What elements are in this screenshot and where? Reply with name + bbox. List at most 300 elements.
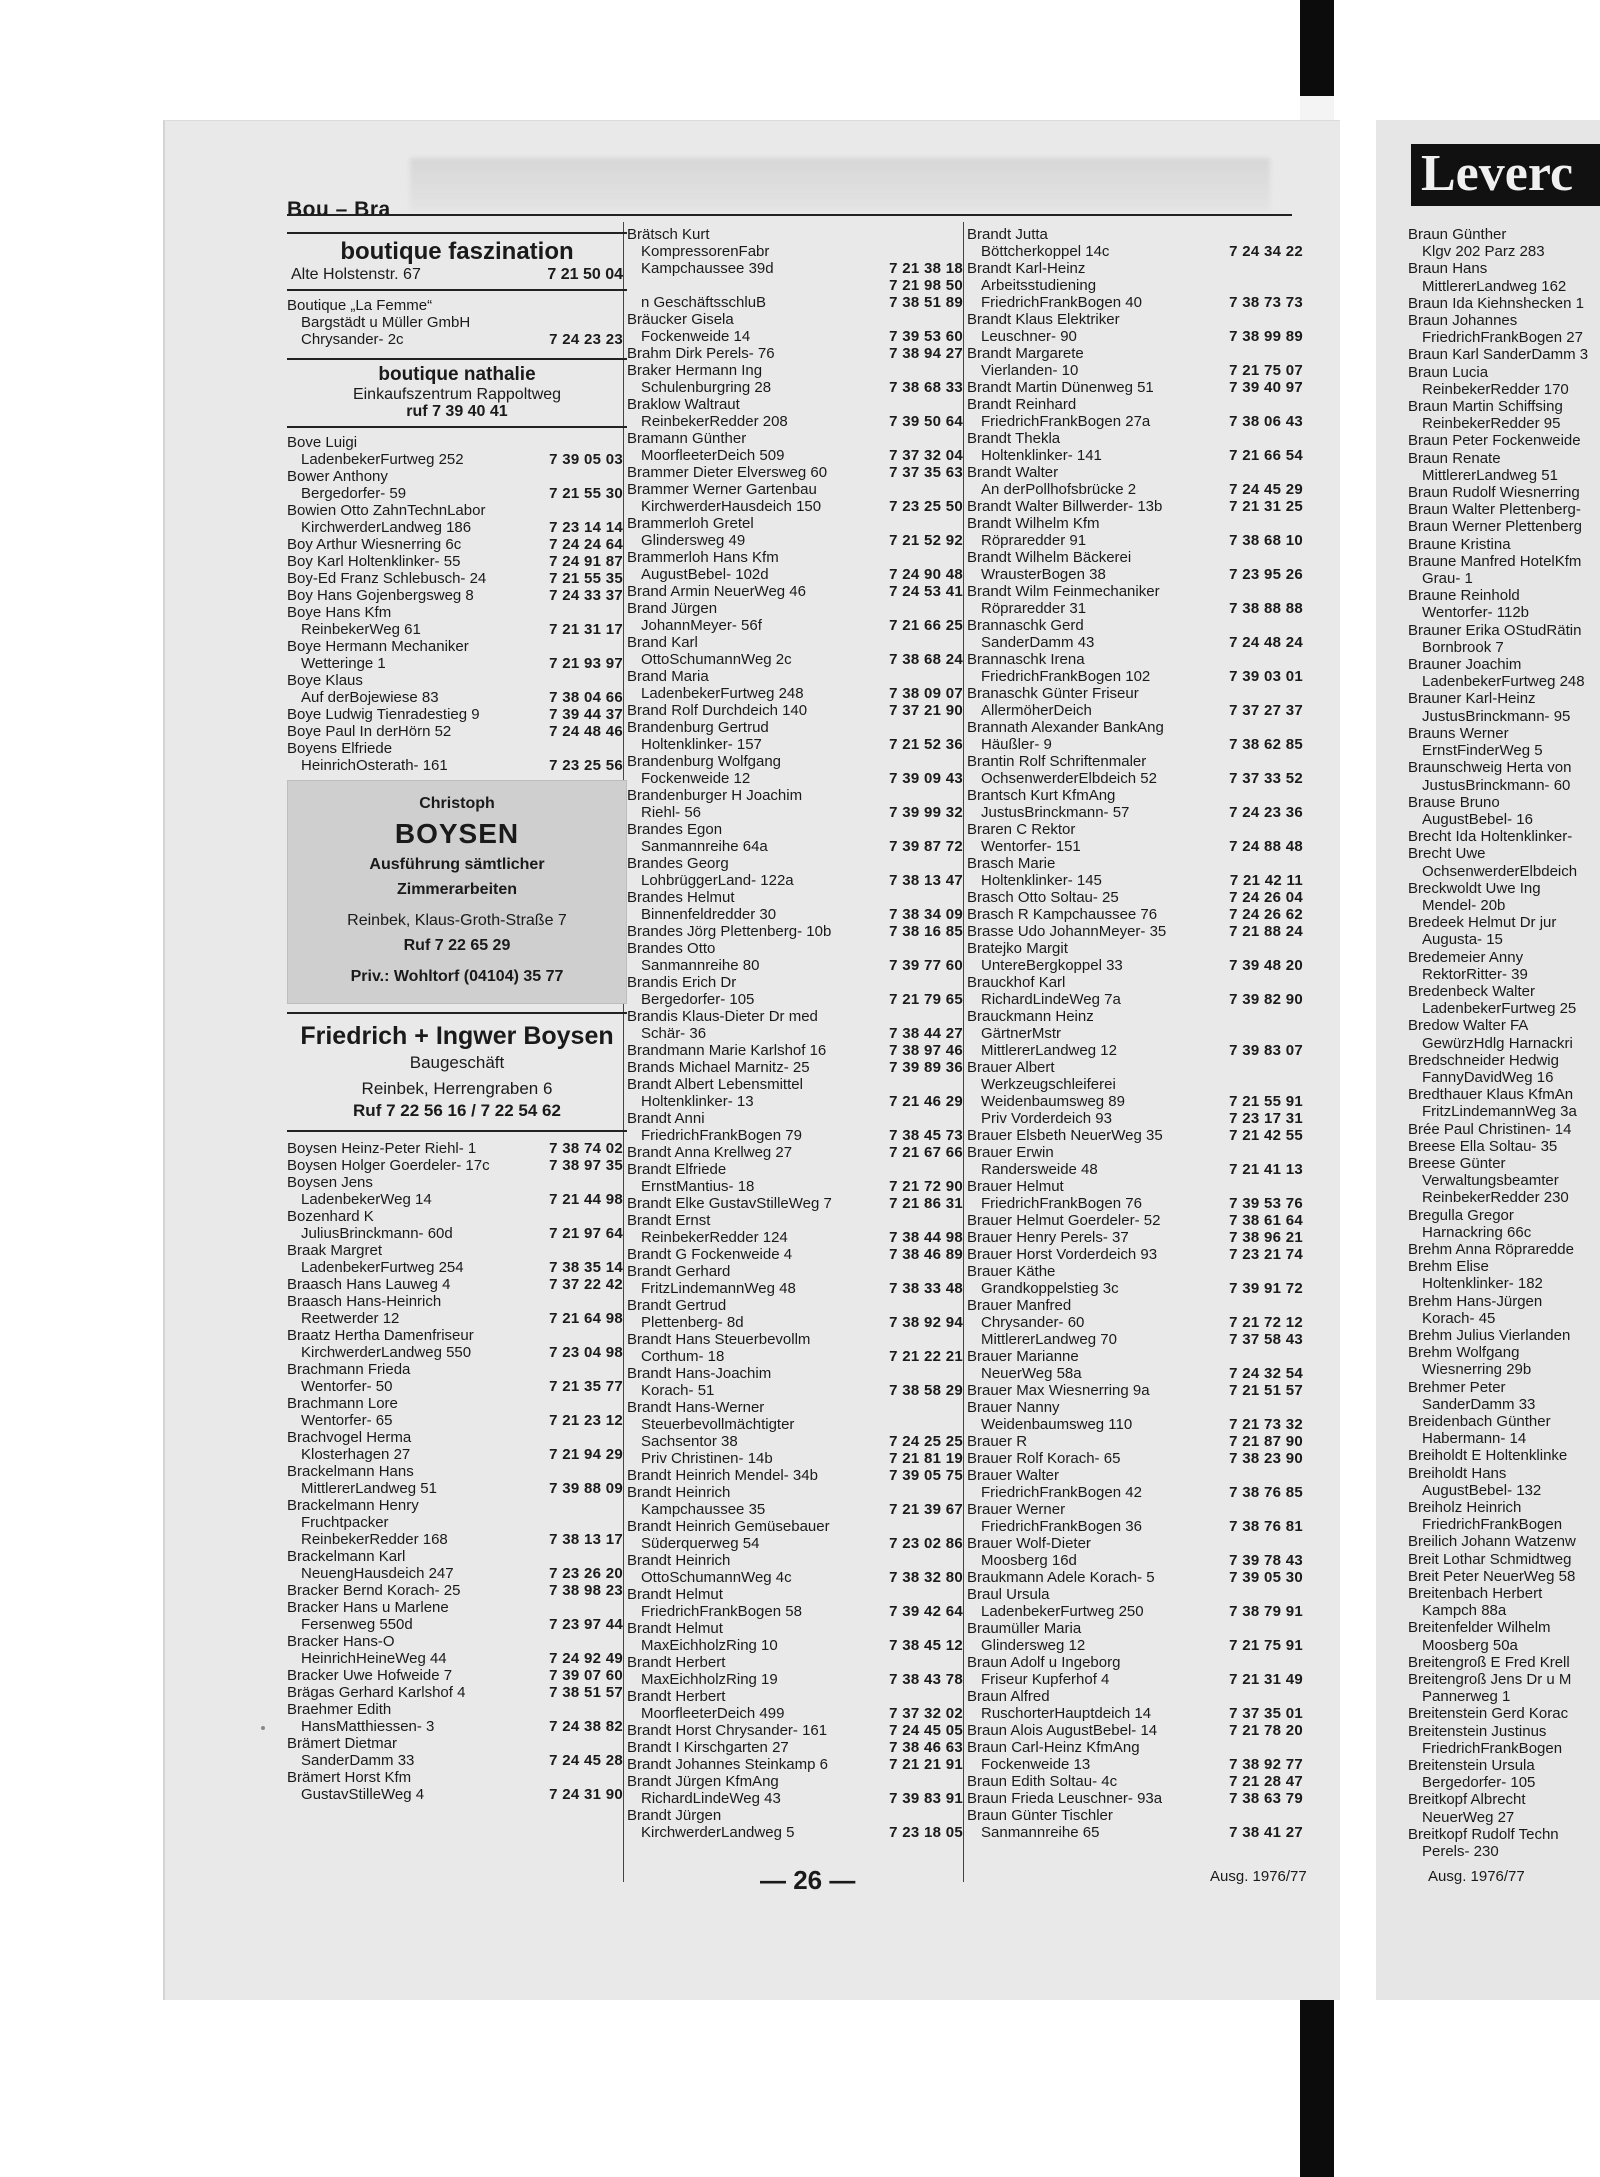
listing-entry (627, 940, 967, 974)
entry-detail: ReinbekerRedder 95 (1422, 415, 1561, 433)
entry-phone: 7 38 51 89 (889, 294, 963, 311)
listing-entry (967, 617, 1307, 651)
listing-entry (967, 1246, 1307, 1263)
entry-phone: 7 21 42 11 (1229, 872, 1303, 889)
entry-phone: 7 38 96 21 (1229, 1229, 1303, 1246)
entry-name: Brachvogel Herma (287, 1429, 412, 1446)
entry-detail: Corthum- 18 (641, 1348, 725, 1365)
entry-name: Brauner Karl-Heinz (1408, 690, 1536, 708)
listing-entry (627, 634, 967, 668)
entry-name: Braukmann Adele Korach- 5 (967, 1569, 1155, 1586)
listing-entry (627, 1722, 967, 1739)
listing-entry (287, 604, 627, 638)
entry-detail: ReinbekerRedder 124 (641, 1229, 788, 1246)
entry-phone: 7 38 32 80 (889, 1569, 963, 1586)
listing-entry (287, 1395, 627, 1429)
entry-phone: 7 39 82 90 (1229, 991, 1303, 1008)
entry-name: Brandt Albert Lebensmittel (627, 1076, 803, 1093)
entry-phone: 7 39 88 09 (549, 1480, 623, 1497)
entry-detail: MittlererLandweg 162 (1422, 277, 1567, 295)
entry-detail: Sachsentor 38 (641, 1433, 738, 1450)
entry-detail: LadenbekerFurtweg 248 (1422, 673, 1585, 691)
entry-phone: 7 38 13 17 (549, 1531, 623, 1548)
listing-entry (1408, 1138, 1600, 1155)
entry-detail: Wentorfer- 151 (981, 838, 1081, 855)
entry-name: Brandt Anni (627, 1110, 705, 1127)
entry-detail: Holtenklinker- 141 (981, 447, 1102, 464)
entry-name: Brandt Hans-Joachim (627, 1365, 772, 1382)
listing-entry (1408, 295, 1600, 312)
entry-detail: AugustBebel- 102d (641, 566, 769, 583)
entry-name: Breitenbach Herbert (1408, 1585, 1543, 1603)
entry-phone: 7 21 35 77 (549, 1378, 623, 1395)
listing-entry (967, 1178, 1307, 1212)
listing-entry (1408, 1327, 1600, 1344)
entry-detail: Schär- 36 (641, 1025, 707, 1042)
entry-detail: OttoSchumannWeg 2c (641, 651, 792, 668)
entry-phone: 7 24 26 04 (1229, 889, 1303, 906)
entry-name: Braun Alfred (967, 1688, 1050, 1705)
entry-name: Brandt Elke GustavStilleWeg 7 (627, 1195, 832, 1212)
entry-phone: 7 23 17 31 (1229, 1110, 1303, 1127)
entry-detail: Glindersweg 49 (641, 532, 746, 549)
listing-entry (627, 1773, 967, 1807)
listing-entry (627, 923, 967, 940)
entry-detail: HeinrichOsterath- 161 (301, 757, 448, 774)
entry-phone: 7 21 97 64 (549, 1225, 623, 1242)
entry-detail: Klosterhagen 27 (301, 1446, 411, 1463)
listing-entry (1408, 1293, 1600, 1327)
listing-entry (627, 1246, 967, 1263)
listing-entry (967, 821, 1307, 855)
ad-phone: ruf 7 39 40 41 (406, 403, 508, 420)
entry-detail: Fersenweg 550d (301, 1616, 413, 1633)
entry-phone: 7 39 77 60 (889, 957, 963, 974)
entry-name: Brannath Alexander BankAng (967, 719, 1164, 736)
entry-detail: Bornbrook 7 (1422, 638, 1504, 656)
entry-detail: JustusBrinckmann- 57 (981, 804, 1130, 821)
entry-name: Brandmann Marie Karlshof 16 (627, 1042, 827, 1059)
entry-name: Breitenfelder Wilhelm (1408, 1619, 1551, 1637)
entry-phone: 7 21 73 32 (1229, 1416, 1303, 1433)
entry-detail: Arbeitsstudiening (981, 277, 1097, 294)
entry-phone: 7 38 63 79 (1229, 1790, 1303, 1807)
listing-entry (967, 855, 1307, 889)
listing-entry (967, 889, 1307, 906)
listing-entry (967, 1127, 1307, 1144)
entry-detail: FriedrichFrankBogen 79 (641, 1127, 802, 1144)
entry-phone: 7 21 42 55 (1229, 1127, 1303, 1144)
entry-detail: An derPollhofsbrücke 2 (981, 481, 1137, 498)
entry-phone: 7 39 40 97 (1229, 379, 1303, 396)
listing-entry (627, 974, 967, 1008)
listing-entry (627, 396, 967, 430)
listing-entry (627, 1484, 967, 1518)
listing-entry (967, 1382, 1307, 1399)
entry-name: Brandt Thekla (967, 430, 1061, 447)
entry-phone: 7 23 02 86 (889, 1535, 963, 1552)
entry-detail: KirchwerderLandweg 186 (301, 519, 472, 536)
entry-name: Brandt Wilm Feinmechaniker (967, 583, 1160, 600)
listing-entry (1408, 501, 1600, 518)
entry-name: Breitenstein Ursula (1408, 1757, 1535, 1775)
entry-phone: 7 21 86 31 (889, 1195, 963, 1212)
listing-entry (627, 464, 967, 481)
entry-detail: Priv Christinen- 14b (641, 1450, 773, 1467)
listing-entry (967, 974, 1307, 1008)
entry-name: Breese Günter (1408, 1154, 1506, 1172)
entry-detail: LadenbekerFurtweg 25 (1422, 1000, 1577, 1018)
entry-detail: Kampchaussee 39d (641, 260, 774, 277)
entry-name: Brand Rolf Durchdeich 140 (627, 702, 808, 719)
entry-detail: Bergedorfer- 59 (301, 485, 407, 502)
listing-entry (967, 787, 1307, 821)
entry-detail: MoorfleeterDeich 509 (641, 447, 785, 464)
entry-name: Boy Hans Gojenbergsweg 8 (287, 587, 474, 604)
entry-phone: 7 24 34 22 (1229, 243, 1303, 260)
entry-name: Boysen Holger Goerdeler- 17c (287, 1157, 490, 1174)
entry-detail: JohannMeyer- 56f (641, 617, 762, 634)
entry-detail: n GeschäftsschluB (641, 294, 767, 311)
listing-entry (967, 1263, 1307, 1297)
listing-entry (967, 1348, 1307, 1382)
entry-phone: 7 38 43 78 (889, 1671, 963, 1688)
entry-phone: 7 38 46 63 (889, 1739, 963, 1756)
entry-phone: 7 21 81 19 (889, 1450, 963, 1467)
entry-detail: LadenbekerFurtweg 250 (981, 1603, 1144, 1620)
entry-detail: JuliusBrinckmann- 60d (301, 1225, 453, 1242)
ad-phone: Ruf 7 22 56 16 / 7 22 54 62 (353, 1101, 561, 1120)
listing-entry (627, 600, 967, 634)
listing-entry (627, 1586, 967, 1620)
entry-phone: 7 37 32 02 (889, 1705, 963, 1722)
entry-name: Boy Arthur Wiesnerring 6c (287, 536, 462, 553)
listing-entry (1408, 1499, 1600, 1533)
entry-name: Brandis Erich Dr (627, 974, 737, 991)
entry-phone: 7 37 35 63 (889, 464, 963, 481)
entry-name: Brauer Horst Vorderdeich 93 (967, 1246, 1158, 1263)
entry-detail: NeuengHausdeich 247 (301, 1565, 454, 1582)
entry-phone: 7 24 48 46 (549, 723, 623, 740)
entry-detail: Bergedorfer- 105 (641, 991, 755, 1008)
entry-phone: 7 38 73 73 (1229, 294, 1303, 311)
listing-entry (627, 889, 967, 923)
listing-entry (627, 1688, 967, 1722)
entry-name: Braun Ida Kiehnshecken 1 (1408, 294, 1584, 312)
entry-phone: 7 38 94 27 (889, 345, 963, 362)
entry-detail: FriedrichFrankBogen 42 (981, 1484, 1142, 1501)
entry-detail: FriedrichFrankBogen 102 (981, 668, 1151, 685)
entry-name: Braune Reinhold (1408, 587, 1520, 605)
entry-name: Braun Karl SanderDamm 3 (1408, 346, 1589, 364)
listing-entry (1408, 226, 1600, 260)
entry-phone: 7 24 45 28 (549, 1752, 623, 1769)
listing-entry (627, 430, 967, 464)
entry-detail: Glindersweg 12 (981, 1637, 1086, 1654)
entry-detail: FriedrichFrankBogen 40 (981, 294, 1142, 311)
entry-detail: Steuerbevollmächtigter (641, 1416, 795, 1433)
listing-entry (627, 345, 967, 362)
entry-phone: 7 21 94 29 (549, 1446, 623, 1463)
listing-entry (1408, 828, 1600, 845)
entry-name: Bregulla Gregor (1408, 1206, 1514, 1224)
entry-name: Brandt Ernst (627, 1212, 711, 1229)
entry-name: Brandt Heinrich (627, 1552, 731, 1569)
entry-detail: MittlererLandweg 51 (301, 1480, 437, 1497)
entry-name: Brandt Gertrud (627, 1297, 727, 1314)
entry-name: Braumüller Maria (967, 1620, 1082, 1637)
listing-entry (967, 1654, 1307, 1688)
entry-name: Brandt Gerhard (627, 1263, 731, 1280)
entry-name: Bracker Uwe Hofweide 7 (287, 1667, 453, 1684)
ad-boutique-faszination (287, 232, 627, 291)
entry-detail: Grau- 1 (1422, 570, 1473, 588)
entry-detail: FriedrichFrankBogen (1422, 1739, 1563, 1757)
entry-phone: 7 39 89 36 (889, 1059, 963, 1076)
listing-entry (967, 1535, 1307, 1569)
listing-entry (967, 1773, 1307, 1790)
listing-entry (627, 311, 967, 345)
entry-phone: 7 21 21 91 (889, 1756, 963, 1773)
entry-phone: 7 39 87 72 (889, 838, 963, 855)
entry-phone: 7 21 55 91 (1229, 1093, 1303, 1110)
listing-entry (967, 719, 1307, 753)
listing-entry (1408, 553, 1600, 587)
entry-name: Brasse Udo JohannMeyer- 35 (967, 923, 1167, 940)
listing-entry (1408, 1413, 1600, 1447)
entry-name: Breitengroß Jens Dr u M (1408, 1671, 1572, 1689)
entry-name: Braune Kristina (1408, 535, 1511, 553)
ad-phone: Ruf 7 22 65 29 (403, 937, 511, 954)
entry-phone: 7 39 03 01 (1229, 668, 1303, 685)
entry-name: Brehm Anna Röpraredde (1408, 1240, 1574, 1258)
listing-entry (967, 1212, 1307, 1229)
ad-title: Friedrich + Ingwer Boysen (300, 1022, 614, 1050)
ad-line: Einkaufszentrum Rappoltweg (352, 386, 562, 403)
entry-name: Braak Margret (287, 1242, 383, 1259)
entry-phone: 7 38 61 64 (1229, 1212, 1303, 1229)
entry-detail: Moosberg 16d (981, 1552, 1077, 1569)
entry-name: Braren C Rektor (967, 821, 1076, 838)
ad-line: Ausführung sämtlicher (369, 856, 545, 873)
entry-detail: LohbrüggerLand- 122a (641, 872, 794, 889)
entry-detail: Fockenweide 13 (981, 1756, 1091, 1773)
listing-entry (1408, 1258, 1600, 1292)
entry-name: Brahm Dirk Perels- 76 (627, 345, 775, 362)
entry-name: Breiholdt Hans (1408, 1464, 1507, 1482)
entry-phone: 7 37 33 52 (1229, 770, 1303, 787)
entry-detail: OchsenwerderElbdeich 52 (981, 770, 1157, 787)
entry-phone: 7 38 98 23 (549, 1582, 623, 1599)
listing-entry (967, 1586, 1307, 1620)
listing-entry (627, 719, 967, 753)
entry-name: Brannaschk Irena (967, 651, 1085, 668)
listing-entry (967, 906, 1307, 923)
entry-phone: 7 21 41 13 (1229, 1161, 1303, 1178)
entry-phone: 7 21 93 97 (549, 655, 623, 672)
entry-name: Boy-Ed Franz Schlebusch- 24 (287, 570, 487, 587)
listing-entry (1408, 759, 1600, 793)
facing-page-listing-column (1408, 226, 1600, 1876)
entry-detail: Randersweide 48 (981, 1161, 1098, 1178)
entry-name: Brandt Jutta (967, 226, 1048, 243)
entry-detail: ReinbekerRedder 170 (1422, 380, 1569, 398)
entry-phone: 7 21 66 25 (889, 617, 963, 634)
listing-entry (967, 1399, 1307, 1433)
entry-detail: ErnstFinderWeg 5 (1422, 742, 1543, 760)
listing-entry (967, 1297, 1307, 1348)
entry-phone: 7 38 97 35 (549, 1157, 623, 1174)
entry-phone: 7 39 05 30 (1229, 1569, 1303, 1586)
entry-name: Brauer Helmut (967, 1178, 1064, 1195)
entry-phone: 7 23 97 44 (549, 1616, 623, 1633)
entry-name: Braun Walter Plettenberg- (1408, 501, 1581, 519)
entry-detail: FriedrichFrankBogen 36 (981, 1518, 1142, 1535)
entry-detail: Friseur Kupferhof 4 (981, 1671, 1110, 1688)
entry-name: Brandis Klaus-Dieter Dr med (627, 1008, 818, 1025)
entry-name: Bredschneider Hedwig (1408, 1051, 1559, 1069)
entry-phone: 7 37 32 04 (889, 447, 963, 464)
entry-name: Bredthauer Klaus KfmAn (1408, 1086, 1574, 1104)
listing-entry (967, 1569, 1307, 1586)
entry-name: Brauns Werner (1408, 724, 1509, 742)
ad-address: Reinbek, Klaus-Groth-Straße 7 (347, 912, 567, 929)
entry-phone: 7 23 21 74 (1229, 1246, 1303, 1263)
entry-name: Brandt Johannes Steinkamp 6 (627, 1756, 828, 1773)
entry-name: Brackelmann Karl (287, 1548, 406, 1565)
entry-name: Brandt Anna Krellweg 27 (627, 1144, 793, 1161)
listing-entry (287, 1276, 627, 1293)
entry-phone: 7 21 67 66 (889, 1144, 963, 1161)
entry-name: Brandt Walter Billwerder- 13b (967, 498, 1163, 515)
entry-detail: GustavStilleWeg 4 (301, 1786, 425, 1803)
entry-detail: RektorRitter- 39 (1422, 965, 1528, 983)
entry-name: Breiholz Heinrich (1408, 1499, 1522, 1517)
entry-phone: 7 39 83 91 (889, 1790, 963, 1807)
listing-column-3 (967, 226, 1307, 1876)
entry-detail: Wetteringe 1 (301, 655, 386, 672)
entry-detail: OttoSchumannWeg 4c (641, 1569, 792, 1586)
entry-name: Brandt I Kirschgarten 27 (627, 1739, 789, 1756)
entry-name: Brasch Otto Soltau- 25 (967, 889, 1119, 906)
entry-detail: OchsenwerderElbdeich (1422, 862, 1578, 880)
entry-name: Bräucker Gisela (627, 311, 734, 328)
entry-phone: 7 38 46 89 (889, 1246, 963, 1263)
listing-entry (1408, 1155, 1600, 1207)
entry-detail: Röpraredder 91 (981, 532, 1087, 549)
entry-phone: 7 37 22 42 (549, 1276, 623, 1293)
entry-name: Brandt Jürgen (627, 1807, 722, 1824)
listing-entry (287, 1361, 627, 1395)
entry-phone: 7 21 75 91 (1229, 1637, 1303, 1654)
entry-name: Brammerloh Gretel (627, 515, 754, 532)
entry-detail: Auf derBojewiese 83 (301, 689, 439, 706)
entry-detail: UntereBergkoppel 33 (981, 957, 1123, 974)
entry-phone: 7 24 32 54 (1229, 1365, 1303, 1382)
listing-entry (287, 672, 627, 706)
entry-name: Brandt Klaus Elektriker (967, 311, 1120, 328)
listing-entry (1408, 450, 1600, 484)
listing-entry (287, 1599, 627, 1633)
entry-phone: 7 38 35 14 (549, 1259, 623, 1276)
entry-phone: 7 21 88 24 (1229, 923, 1303, 940)
listing-entry (627, 1518, 967, 1552)
entry-name: Breitengroß E Fred Krell (1408, 1653, 1570, 1671)
entry-name: Bredemeier Anny (1408, 948, 1524, 966)
entry-detail: AugustBebel- 16 (1422, 810, 1533, 828)
listing-entry (1408, 1344, 1600, 1378)
entry-detail: Verwaltungsbeamter (1422, 1172, 1559, 1190)
entry-name: Brauer R (967, 1433, 1028, 1450)
entry-name: Braklow Waltraut (627, 396, 740, 413)
entry-name: Brandt Herbert (627, 1688, 726, 1705)
entry-name: Breitenstein Justinus (1408, 1722, 1547, 1740)
listing-entry (627, 753, 967, 787)
entry-phone: 7 21 55 30 (549, 485, 623, 502)
entry-phone: 7 38 45 12 (889, 1637, 963, 1654)
listing-entry (627, 1297, 967, 1331)
listing-entry (1408, 656, 1600, 690)
entry-detail: FriedrichFrankBogen (1422, 1516, 1563, 1534)
listing-column-2 (627, 226, 967, 1876)
entry-phone: 7 21 28 47 (1229, 1773, 1303, 1790)
listing-entry (627, 481, 967, 515)
entry-name: Breese Ella Soltau- 35 (1408, 1137, 1558, 1155)
entry-name: Breidenbach Günther (1408, 1413, 1551, 1431)
entry-detail: Riehl- 56 (641, 804, 702, 821)
listing-entry (1408, 432, 1600, 449)
entry-detail: Holtenklinker- 157 (641, 736, 762, 753)
edition-label: Ausg. 1976/77 (1210, 1868, 1307, 1885)
entry-phone: 7 38 79 91 (1229, 1603, 1303, 1620)
listing-entry (287, 502, 627, 536)
listing-entry (287, 1208, 627, 1242)
entry-phone: 7 24 90 48 (889, 566, 963, 583)
entry-phone: 7 24 24 64 (549, 536, 623, 553)
listing-entry (967, 430, 1307, 464)
entry-name: Breit Peter NeuerWeg 58 (1408, 1567, 1576, 1585)
entry-phone: 7 21 31 17 (549, 621, 623, 638)
entry-phone: 7 23 25 50 (889, 498, 963, 515)
entry-phone: 7 38 74 02 (549, 1140, 623, 1157)
entry-phone: 7 38 16 85 (889, 923, 963, 940)
entry-detail: Böttcherkoppel 14c (981, 243, 1110, 260)
listing-entry (627, 549, 967, 583)
listing-entry (1408, 983, 1600, 1017)
entry-name: Bramann Günther (627, 430, 747, 447)
entry-phone: 7 21 44 98 (549, 1191, 623, 1208)
listing-entry (1408, 1619, 1600, 1653)
entry-detail: Häußler- 9 (981, 736, 1052, 753)
entry-detail: JustusBrinckmann- 95 (1422, 707, 1571, 725)
entry-detail: Priv Vorderdeich 93 (981, 1110, 1112, 1127)
listing-entry (287, 1735, 627, 1769)
entry-name: Bozenhard K (287, 1208, 374, 1225)
entry-detail: Kampch 88a (1422, 1602, 1507, 1620)
entry-detail: Binnenfeldredder 30 (641, 906, 777, 923)
speck (261, 1726, 265, 1730)
entry-name: Braun Hans (1408, 260, 1488, 278)
ad-boutique-nathalie (287, 358, 627, 428)
entry-phone: 7 21 72 90 (889, 1178, 963, 1195)
entry-detail: AugustBebel- 132 (1422, 1481, 1542, 1499)
entry-phone: 7 24 45 05 (889, 1722, 963, 1739)
listing-entry (967, 1807, 1307, 1841)
entry-detail: Korach- 45 (1422, 1309, 1496, 1327)
ad-address: Alte Holstenstr. 67 (291, 266, 421, 283)
entry-detail: Fruchtpacker (301, 1514, 389, 1531)
entry-detail: Kampchaussee 35 (641, 1501, 766, 1518)
